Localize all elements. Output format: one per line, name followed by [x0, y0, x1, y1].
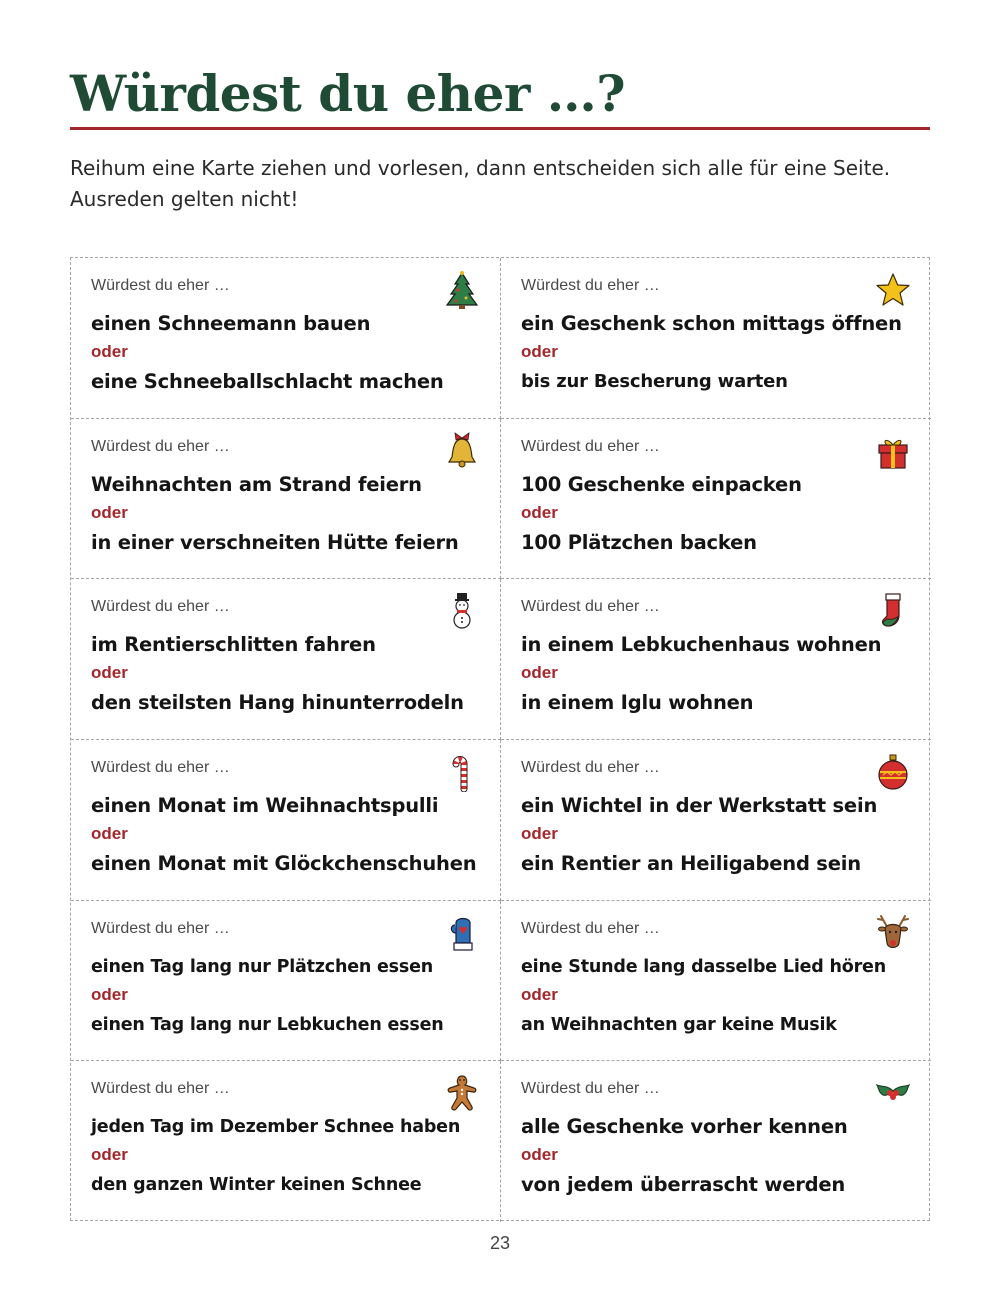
card-option-a: 100 Geschenke einpacken: [521, 472, 802, 496]
holly-icon: [873, 1073, 913, 1113]
card: [71, 1061, 501, 1222]
card-prompt: Würdest du eher …: [521, 1080, 660, 1098]
card-option-a: alle Geschenke vorher kennen: [521, 1115, 848, 1139]
card-option-a: in einem Lebkuchenhaus wohnen: [521, 633, 882, 657]
card-oder: oder: [91, 984, 128, 1004]
card: [501, 258, 931, 419]
card-prompt: Würdest du eher …: [521, 758, 660, 776]
card-prompt: Würdest du eher …: [521, 437, 660, 455]
card-option-a: jeden Tag im Dezember Schnee haben: [91, 1117, 461, 1138]
card: [501, 901, 931, 1062]
card-oder: oder: [521, 1145, 558, 1165]
page-title: Würdest du eher …?: [70, 64, 625, 123]
card: [501, 1061, 931, 1222]
card-option-b: den ganzen Winter keinen Schnee: [91, 1175, 422, 1196]
card-option-b: an Weihnachten gar keine Musik: [521, 1014, 837, 1035]
card-option-a: Weihnachten am Strand feiern: [91, 472, 422, 496]
card-prompt: Würdest du eher …: [91, 919, 230, 937]
card-option-b: bis zur Bescherung warten: [521, 371, 788, 392]
card-prompt: Würdest du eher …: [91, 1080, 230, 1098]
card-oder: oder: [521, 342, 558, 361]
card-option-a: einen Monat im Weihnachtspulli: [91, 793, 439, 817]
card-option-a: einen Tag lang nur Plätzchen essen: [91, 956, 434, 977]
reindeer-icon: [873, 913, 913, 953]
card: [501, 740, 931, 901]
card-oder: oder: [521, 823, 558, 843]
card-option-b: den steilsten Hang hinunterrodeln: [91, 691, 464, 715]
card-prompt: Würdest du eher …: [521, 598, 660, 616]
card-option-a: ein Geschenk schon mittags öffnen: [521, 312, 902, 335]
card: [71, 901, 501, 1062]
card-option-a: im Rentierschlitten fahren: [91, 633, 376, 657]
mitten-icon: [442, 913, 482, 953]
card-prompt: Würdest du eher …: [521, 277, 660, 294]
card-option-b: in einer verschneiten Hütte feiern: [91, 530, 459, 554]
card: [71, 740, 501, 901]
snowman-icon: [442, 591, 482, 631]
card-oder: oder: [521, 984, 558, 1004]
page-number: 23: [489, 1233, 511, 1253]
bell-icon: [442, 431, 482, 471]
card-oder: oder: [91, 342, 128, 361]
title-divider: [70, 127, 930, 130]
card-option-b: einen Monat mit Glöckchenschuhen: [91, 851, 477, 875]
card: [71, 419, 501, 580]
card-prompt: Würdest du eher …: [91, 758, 230, 776]
card-oder: oder: [91, 502, 128, 522]
christmas-tree-icon: [442, 270, 482, 310]
card-grid: [70, 257, 930, 1221]
card-oder: oder: [91, 1145, 128, 1165]
gingerbread-man-icon: [442, 1073, 482, 1113]
card-option-b: ein Rentier an Heiligabend sein: [521, 851, 861, 875]
card: [501, 419, 931, 580]
card: [71, 579, 501, 740]
card-oder: oder: [521, 502, 558, 522]
card-prompt: Würdest du eher …: [521, 919, 660, 937]
card-prompt: Würdest du eher …: [91, 437, 230, 455]
intro-text: Reihum eine Karte ziehen und vorlesen, dann entscheiden sich alle für eine Seite. Ausreden gelten nicht!: [70, 156, 891, 211]
gift-icon: [873, 431, 913, 471]
card-option-a: eine Stunde lang dasselbe Lied hören: [521, 956, 886, 977]
card-prompt: Würdest du eher …: [91, 598, 230, 616]
card-oder: oder: [91, 663, 128, 683]
card-oder: oder: [521, 663, 558, 683]
card-option-b: 100 Plätzchen backen: [521, 530, 757, 554]
card-option-b: in einem Iglu wohnen: [521, 691, 754, 715]
candy-cane-icon: [442, 752, 482, 792]
ornament-icon: [873, 752, 913, 792]
card-option-b: einen Tag lang nur Lebkuchen essen: [91, 1014, 444, 1035]
card-option-b: von jedem überrascht werden: [521, 1173, 846, 1197]
card: [501, 579, 931, 740]
stocking-icon: [873, 591, 913, 631]
card-option-b: eine Schneeballschlacht machen: [91, 370, 444, 393]
card-oder: oder: [91, 823, 128, 843]
card-option-a: ein Wichtel in der Werkstatt sein: [521, 793, 878, 817]
card-prompt: Würdest du eher …: [91, 277, 230, 294]
star-icon: [873, 270, 913, 310]
card-option-a: einen Schneemann bauen: [91, 312, 371, 335]
card: [71, 258, 501, 419]
